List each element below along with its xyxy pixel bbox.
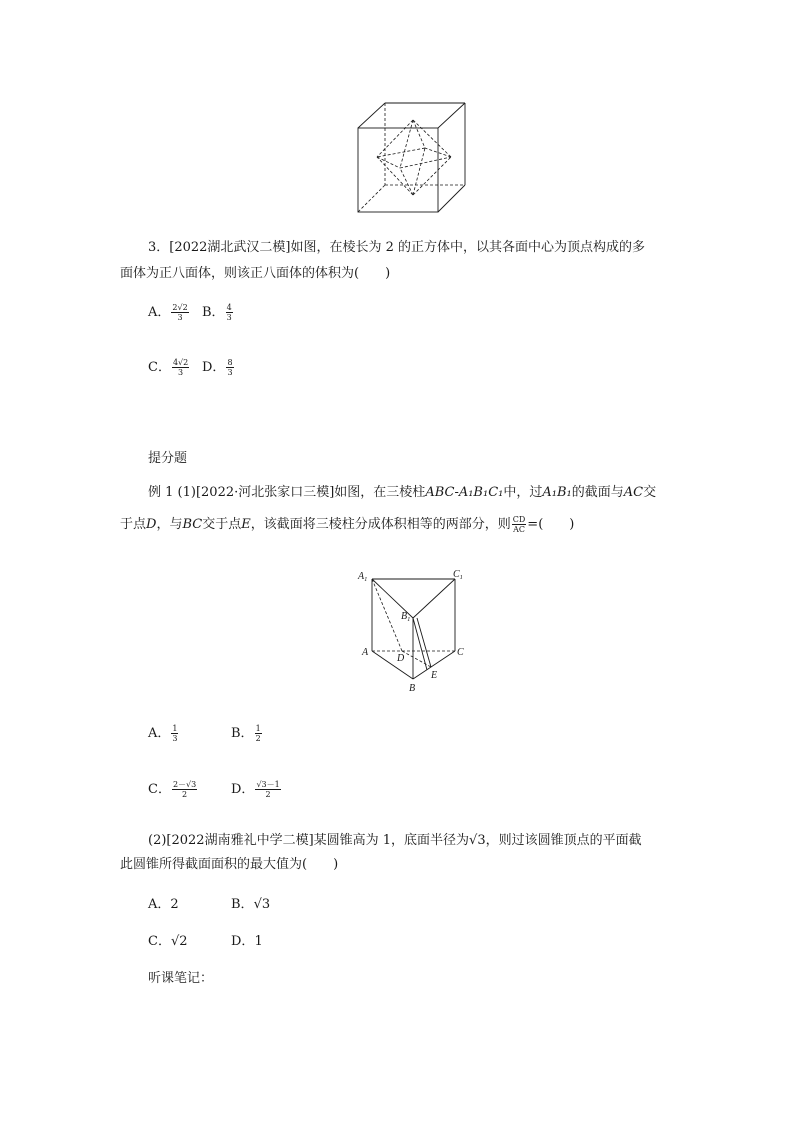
point-e: E (241, 517, 251, 532)
option-value: 2 (170, 897, 179, 912)
fraction-numerator: 4 (226, 303, 232, 312)
ex1-option-b[interactable] (231, 722, 263, 743)
ex1-option-d[interactable] (231, 778, 282, 799)
label-b: B (409, 683, 416, 694)
example-2-line1 (148, 828, 688, 854)
example-text: 此圆锥所得截面面积的最大值为( ) (120, 857, 339, 872)
example-text: ，则过该圆锥顶点的平面截 (485, 833, 642, 848)
option-label: D． (231, 934, 255, 949)
option-fraction (172, 358, 189, 377)
option-fraction (172, 780, 197, 799)
q3-option-b[interactable] (202, 301, 234, 322)
example-text: =( ) (527, 517, 575, 532)
point-d: D (146, 517, 157, 532)
fraction-numerator: CD (512, 515, 526, 524)
fraction-numerator: √3－1 (256, 780, 280, 789)
fraction-denominator: AC (513, 525, 525, 534)
prism-name: ABC-A₁B₁C₁ (425, 485, 504, 500)
ex1-option-a[interactable] (148, 722, 179, 743)
option-label: B． (202, 305, 225, 320)
fraction-denominator: 3 (172, 734, 178, 743)
prism-figure (355, 566, 475, 696)
label-a1: $A_1$ (358, 571, 368, 583)
edge-ac: AC (623, 485, 644, 500)
ex1-option-c[interactable] (148, 778, 198, 799)
lecture-notes-label: 听课笔记： (148, 971, 214, 986)
option-fraction (226, 303, 233, 322)
fraction-numerator: 1 (255, 724, 261, 733)
example-text: 的截面与 (571, 485, 624, 500)
fraction-denominator: 2 (265, 790, 271, 799)
option-value: √2 (170, 934, 188, 949)
option-fraction (226, 358, 233, 377)
label-a: A (362, 647, 369, 658)
example-text: 中，过 (503, 485, 543, 500)
cube-octahedron-figure (355, 100, 473, 216)
question-source: [2022湖北武汉二模] (169, 240, 291, 255)
question-number: 3． (148, 240, 170, 255)
fraction-denominator: 3 (178, 368, 184, 377)
option-label: A． (148, 305, 171, 320)
fraction-numerator: 2√2 (172, 303, 188, 312)
example-text: 交于点 (202, 517, 242, 532)
fraction-numerator: 2－√3 (172, 780, 197, 789)
option-fraction (255, 724, 262, 743)
ex2-option-c[interactable] (148, 930, 188, 949)
option-fraction (171, 303, 188, 322)
option-label: B． (231, 897, 254, 912)
example-1-line2 (120, 512, 690, 538)
question-text-line2: 面体为正八面体，则该正八面体的体积为( ) (120, 266, 391, 281)
label-b1: $B_1$ (401, 611, 411, 623)
label-c: C (457, 647, 464, 658)
q3-option-a[interactable] (148, 301, 190, 322)
option-label: C． (148, 934, 171, 949)
fraction-denominator: 3 (177, 313, 183, 322)
ex2-option-a[interactable] (148, 893, 179, 912)
example-text: 交 (643, 485, 657, 500)
option-label: D． (231, 782, 255, 797)
question-3-line2 (120, 261, 680, 287)
radius-value: √3 (469, 833, 486, 848)
label-e: E (431, 670, 438, 681)
option-label: A． (148, 726, 171, 741)
fraction-denominator: 2 (182, 790, 188, 799)
option-fraction (171, 724, 178, 743)
option-label: C． (148, 782, 171, 797)
option-label: D． (202, 360, 226, 375)
question-3 (148, 235, 678, 261)
question-text-line1: 如图，在棱长为 2 的正方体中，以其各面中心为顶点构成的多 (290, 240, 646, 255)
example-text: ，与 (156, 517, 183, 532)
edge-bc: BC (182, 517, 203, 532)
option-value: 1 (254, 934, 263, 949)
fraction-numerator: 8 (227, 358, 233, 367)
option-label: B． (231, 726, 254, 741)
label-c1: $C_1$ (453, 569, 463, 581)
fraction-numerator: 4√2 (172, 358, 189, 367)
fraction-denominator: 3 (227, 368, 233, 377)
example-text: (2)[2022湖南雅礼中学二模]某圆锥高为 1，底面半径为 (148, 833, 470, 848)
example-lead: 例 1 (1)[2022·河北张家口三模]如图，在三棱柱 (148, 485, 426, 500)
option-value: √3 (253, 897, 271, 912)
example-2-line2 (120, 852, 680, 878)
fraction-denominator: 3 (226, 313, 232, 322)
option-label: C． (148, 360, 171, 375)
ex2-option-b[interactable] (231, 893, 270, 912)
edge-name: A₁B₁ (542, 485, 572, 500)
example-1-line1 (148, 480, 688, 506)
ex2-option-d[interactable] (231, 930, 263, 949)
option-label: A． (148, 897, 171, 912)
ratio-fraction (512, 515, 527, 534)
section-title: 提分题 (148, 451, 188, 466)
q3-option-d[interactable] (202, 356, 235, 377)
fraction-denominator: 2 (255, 734, 261, 743)
q3-option-c[interactable] (148, 356, 190, 377)
example-text: 于点 (120, 517, 147, 532)
option-fraction (255, 780, 280, 799)
fraction-numerator: 1 (172, 724, 178, 733)
label-d: D (397, 653, 405, 664)
example-text: ，该截面将三棱柱分成体积相等的两部分，则 (250, 517, 511, 532)
